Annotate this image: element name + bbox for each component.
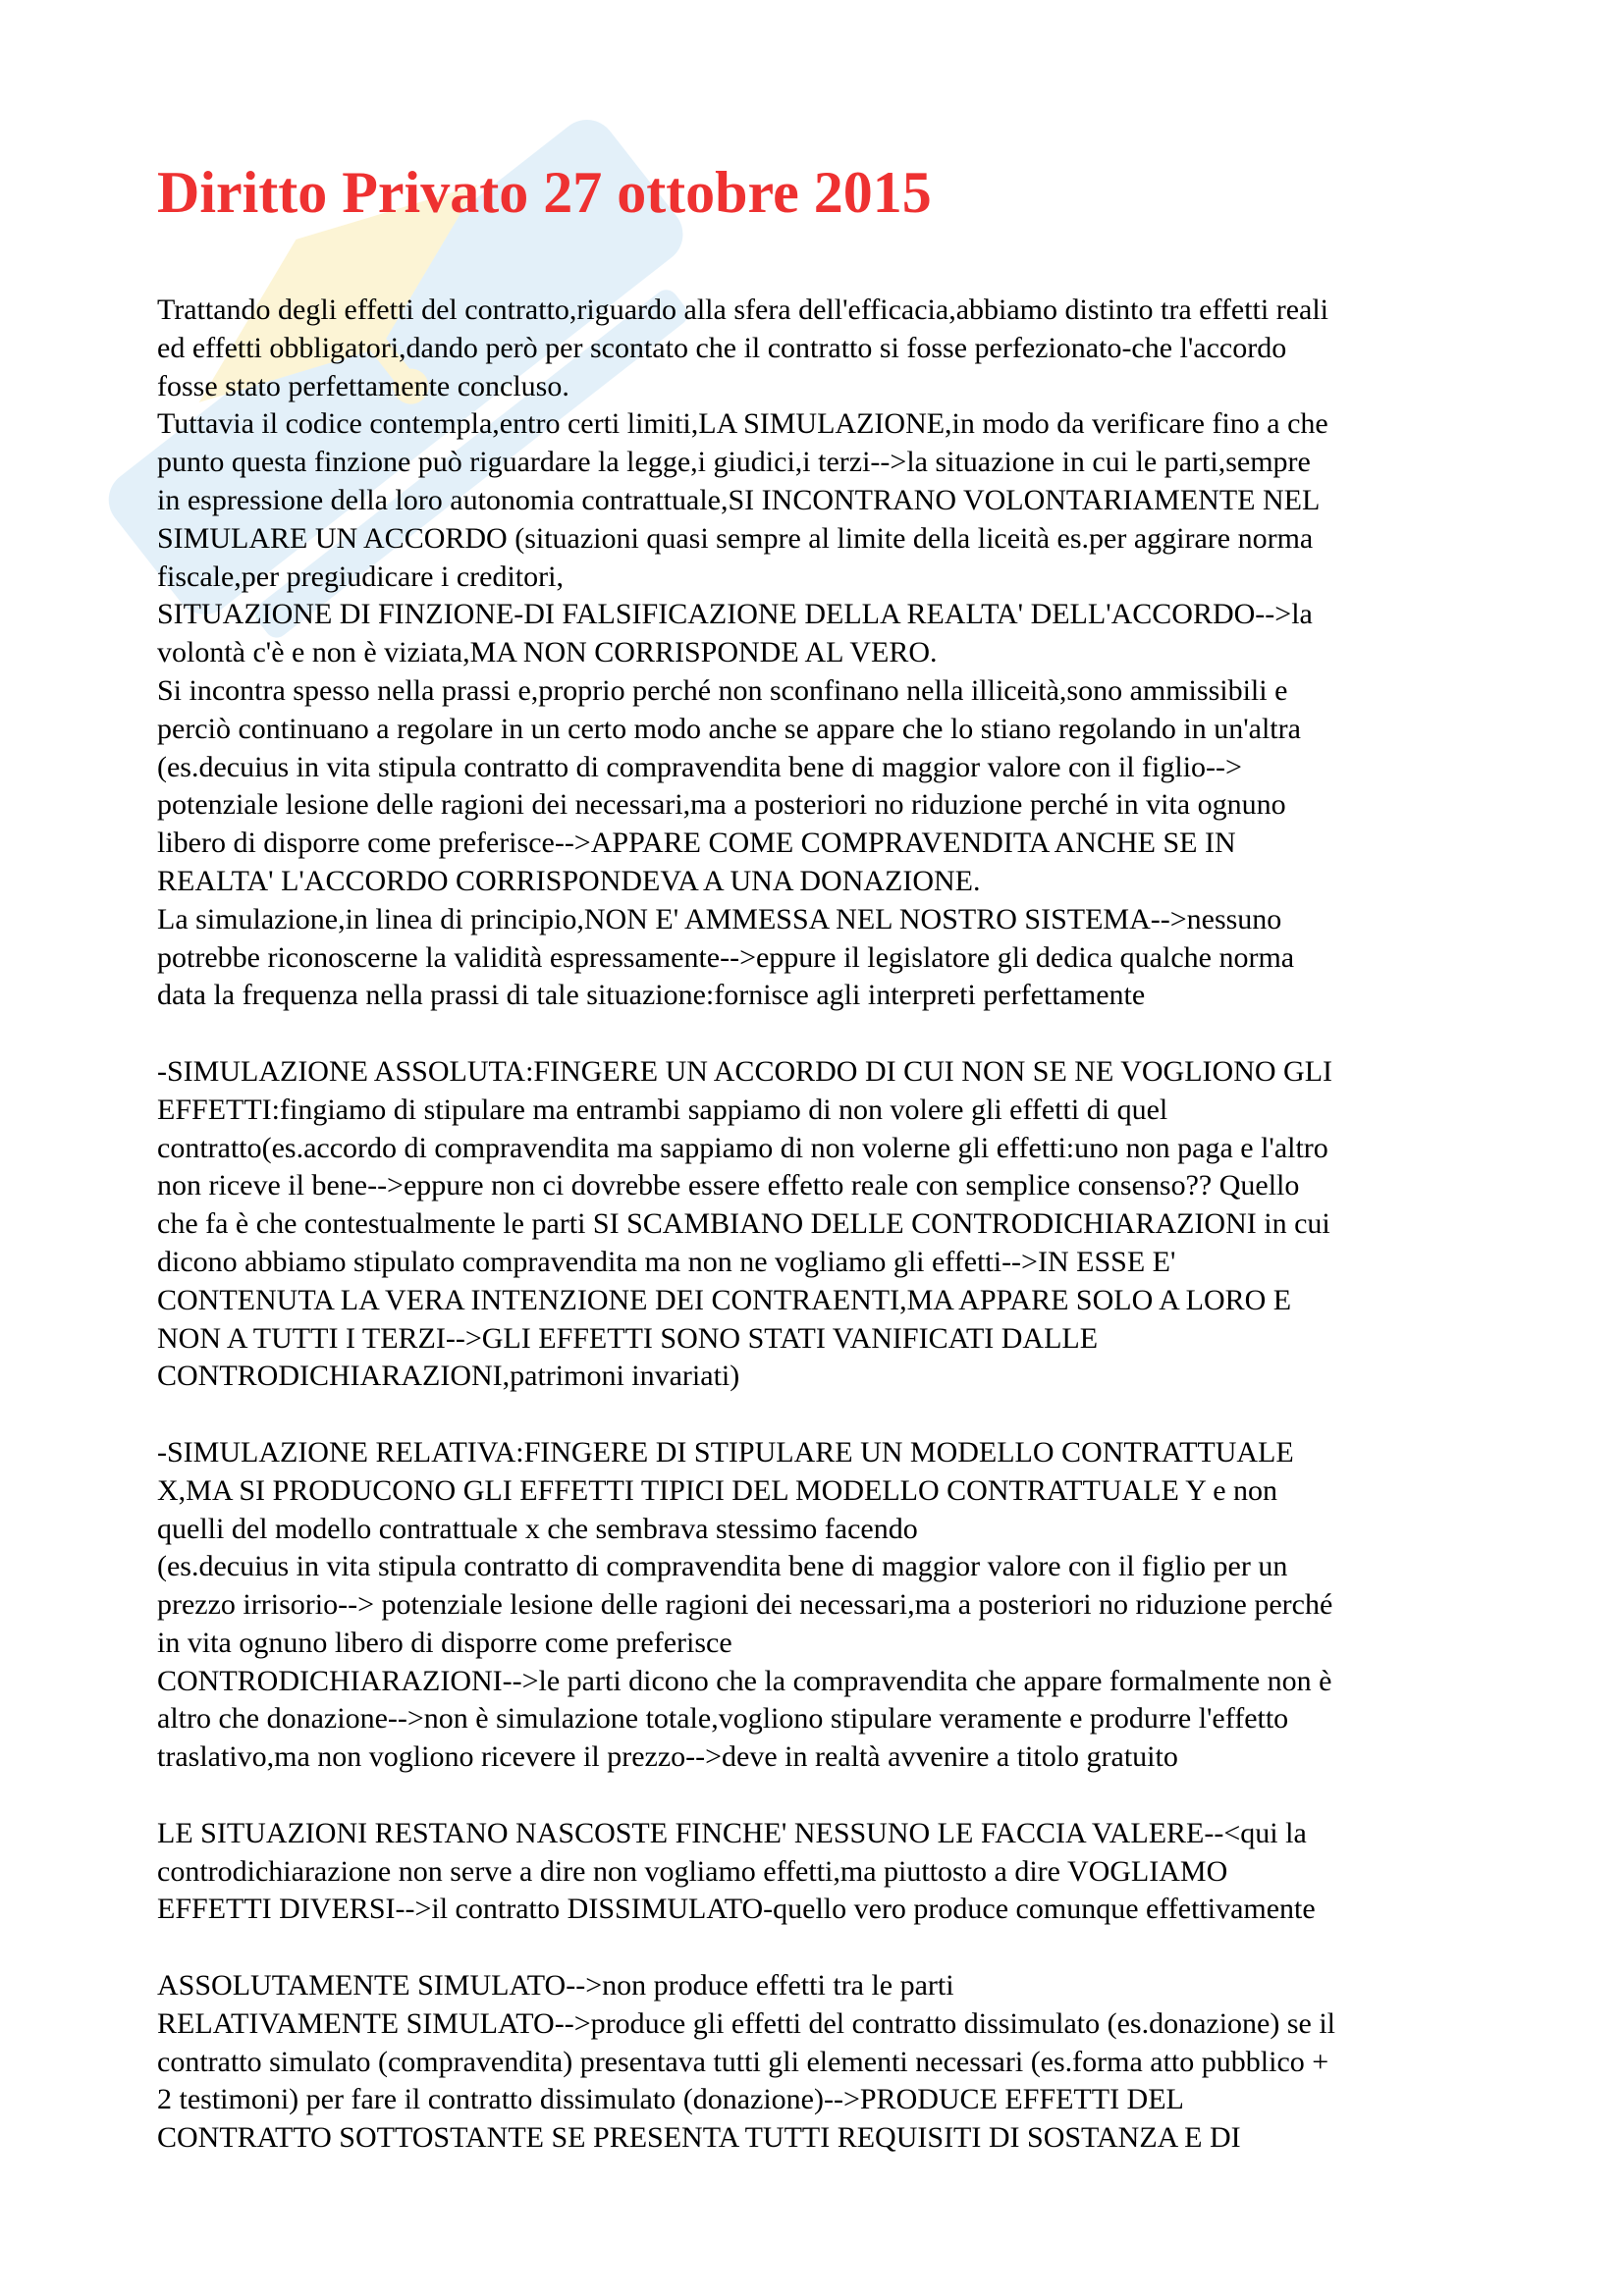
- text-line: CONTRODICHIARAZIONI,patrimoni invariati): [157, 1360, 740, 1393]
- paragraph-gap: [157, 1396, 1483, 1434]
- text-line: contratto(es.accordo di compravendita ma sappiamo di non volerne gli effetti:uno non paga e l'altro: [157, 1131, 1328, 1164]
- text-line: volontà c'è e non è viziata,MA NON CORRISPONDE AL VERO.: [157, 636, 938, 669]
- text-line: fiscale,per pregiudicare i creditori,: [157, 560, 564, 593]
- text-line: Trattando degli effetti del contratto,riguardo alla sfera dell'efficacia,abbiamo distinto tra effetti reali: [157, 294, 1329, 326]
- text-line: LE SITUAZIONI RESTANO NASCOSTE FINCHE' NESSUNO LE FACCIA VALERE--<qui la: [157, 1816, 1307, 1849]
- text-line: EFFETTI:fingiamo di stipulare ma entrambi sappiamo di non volere gli effetti di quel: [157, 1093, 1168, 1126]
- text-line: (es.decuius in vita stipula contratto di compravendita bene di maggior valore con il figlio per un: [157, 1550, 1288, 1583]
- text-line: in vita ognuno libero di disporre come preferisce: [157, 1626, 732, 1659]
- text-line: punto questa finzione può riguardare la legge,i giudici,i terzi-->la situazione in cui le parti,sempre: [157, 446, 1311, 479]
- text-line: dicono abbiamo stipulato compravendita ma non ne vogliamo gli effetti-->IN ESSE E': [157, 1245, 1176, 1278]
- paragraph-gap: [157, 1929, 1483, 1967]
- text-line: -SIMULAZIONE RELATIVA:FINGERE DI STIPULARE UN MODELLO CONTRATTUALE: [157, 1435, 1294, 1468]
- paragraph: [157, 1815, 1483, 1929]
- text-line: Tuttavia il codice contempla,entro certi limiti,LA SIMULAZIONE,in modo da verificare fino a che: [157, 407, 1328, 441]
- text-line: fosse stato perfettamente concluso.: [157, 369, 569, 402]
- page-title: Diritto Privato 27 ottobre 2015: [157, 160, 932, 225]
- text-line: altro che donazione-->non è simulazione totale,vogliono stipulare veramente e produrre l'effetto: [157, 1702, 1289, 1735]
- text-line: RELATIVAMENTE SIMULATO-->produce gli effetti del contratto dissimulato (es.donazione) se il: [157, 2006, 1336, 2040]
- text-line: contratto simulato (compravendita) presentava tutti gli elementi necessari (es.forma atto pubblico +: [157, 2045, 1329, 2078]
- text-line: Si incontra spesso nella prassi e,proprio perché non sconfinano nella illiceità,sono ammissibili e: [157, 673, 1288, 707]
- text-line: ed effetti obbligatori,dando però per scontato che il contratto si fosse perfezionato-che l'accordo: [157, 331, 1287, 364]
- text-line: -SIMULAZIONE ASSOLUTA:FINGERE UN ACCORDO DI CUI NON SE NE VOGLIONO GLI: [157, 1054, 1333, 1088]
- text-line: libero di disporre come preferisce-->APPARE COME COMPRAVENDITA ANCHE SE IN: [157, 827, 1236, 860]
- text-line: traslativo,ma non vogliono ricevere il prezzo-->deve in realtà avvenire a titolo gratuito: [157, 1740, 1178, 1774]
- paragraph: [157, 1967, 1483, 2158]
- text-line: La simulazione,in linea di principio,NON E' AMMESSA NEL NOSTRO SISTEMA-->nessuno: [157, 902, 1282, 935]
- document-body: [157, 292, 1483, 2158]
- paragraph: [157, 1053, 1483, 1396]
- text-line: controdichiarazione non serve a dire non vogliamo effetti,ma piuttosto a dire VOGLIAMO: [157, 1854, 1228, 1888]
- paragraph: [157, 1434, 1483, 1777]
- text-line: NON A TUTTI I TERZI-->GLI EFFETTI SONO STATI VANIFICATI DALLE: [157, 1321, 1099, 1355]
- text-line: perciò continuano a regolare in un certo modo anche se appare che lo stiano regolando in un'altra: [157, 712, 1301, 745]
- text-line: REALTA' L'ACCORDO CORRISPONDEVA A UNA DONAZIONE.: [157, 864, 981, 897]
- text-line: X,MA SI PRODUCONO GLI EFFETTI TIPICI DEL MODELLO CONTRATTUALE Y e non: [157, 1473, 1278, 1507]
- text-line: CONTRODICHIARAZIONI-->le parti dicono che la compravendita che appare formalmente non è: [157, 1664, 1332, 1697]
- text-line: quelli del modello contrattuale x che sembrava stessimo facendo: [157, 1512, 918, 1545]
- text-line: SIMULARE UN ACCORDO (situazioni quasi sempre al limite della liceità es.per aggirare norma: [157, 521, 1314, 555]
- paragraph-gap: [157, 1777, 1483, 1815]
- text-line: CONTENUTA LA VERA INTENZIONE DEI CONTRAENTI,MA APPARE SOLO A LORO E: [157, 1283, 1292, 1316]
- text-line: che fa è che contestualmente le parti SI SCAMBIANO DELLE CONTRODICHIARAZIONI in cui: [157, 1207, 1330, 1241]
- text-line: 2 testimoni) per fare il contratto dissimulato (donazione)-->PRODUCE EFFETTI DEL: [157, 2083, 1184, 2116]
- text-line: ASSOLUTAMENTE SIMULATO-->non produce effetti tra le parti: [157, 1969, 954, 2002]
- paragraph-gap: [157, 1015, 1483, 1053]
- text-line: (es.decuius in vita stipula contratto di compravendita bene di maggior valore con il figlio-->: [157, 750, 1242, 783]
- text-line: prezzo irrisorio--> potenziale lesione delle ragioni dei necessari,ma a posteriori no riduzione perché: [157, 1588, 1333, 1622]
- text-line: potrebbe riconoscerne la validità espressamente-->eppure il legislatore gli dedica qualche norma: [157, 940, 1295, 974]
- text-line: SITUAZIONE DI FINZIONE-DI FALSIFICAZIONE DELLA REALTA' DELL'ACCORDO-->la: [157, 598, 1313, 631]
- text-line: EFFETTI DIVERSI-->il contratto DISSIMULATO-quello vero produce comunque effettivamente: [157, 1893, 1316, 1926]
- text-line: non riceve il bene-->eppure non ci dovrebbe essere effetto reale con semplice consenso?? Quello: [157, 1169, 1300, 1202]
- text-line: CONTRATTO SOTTOSTANTE SE PRESENTA TUTTI REQUISITI DI SOSTANZA E DI: [157, 2121, 1241, 2155]
- paragraph: [157, 292, 1483, 1015]
- text-line: in espressione della loro autonomia contrattuale,SI INCONTRANO VOLONTARIAMENTE NEL: [157, 483, 1321, 516]
- text-line: potenziale lesione delle ragioni dei necessari,ma a posteriori no riduzione perché in vita ognuno: [157, 788, 1286, 822]
- text-line: data la frequenza nella prassi di tale situazione:fornisce agli interpreti perfettamente: [157, 979, 1146, 1012]
